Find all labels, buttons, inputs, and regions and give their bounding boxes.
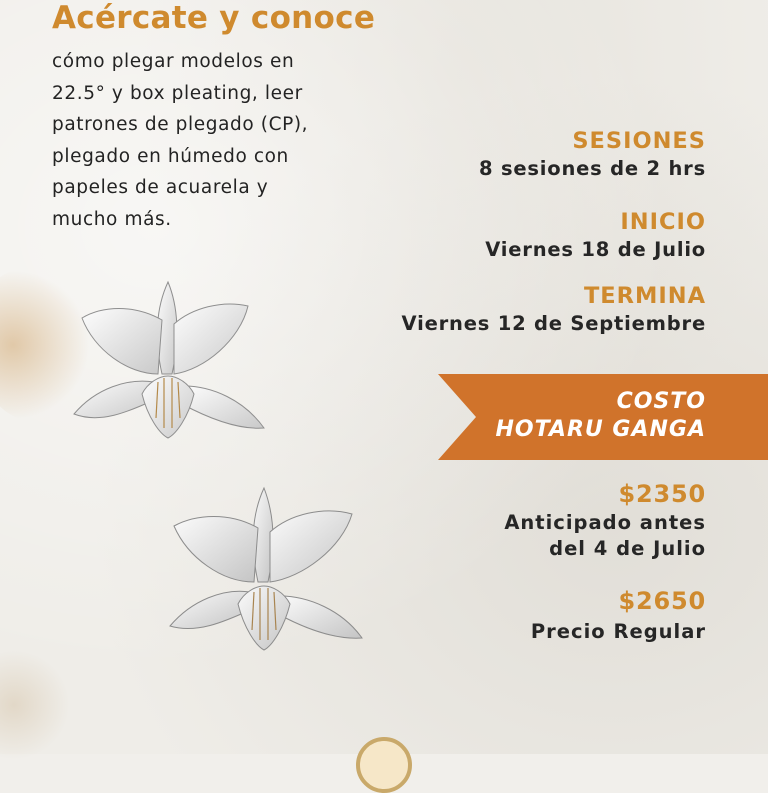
logo-badge: [356, 737, 412, 793]
description-line: plegado en húmedo con: [52, 145, 289, 167]
start-value: Viernes 18 de Julio: [485, 238, 706, 261]
regular-price-label: Precio Regular: [530, 620, 706, 643]
end-block: [402, 283, 706, 337]
cost-banner-text: [496, 388, 706, 444]
cost-banner-line2: HOTARU GANGA: [495, 417, 706, 442]
description-line: 22.5° y box pleating, leer: [52, 82, 303, 104]
early-price-block: [504, 480, 706, 562]
description-line: papeles de acuarela y: [52, 177, 269, 198]
description-line: cómo plegar modelos en: [52, 51, 295, 72]
headline: Acércate y conoce: [52, 0, 376, 36]
early-price-line2: del 4 de Julio: [549, 537, 706, 560]
regular-price-block: [531, 587, 706, 645]
end-label: TERMINA: [583, 283, 706, 309]
description-line: patrones de plegado (CP),: [52, 114, 309, 135]
start-block: [485, 209, 706, 263]
early-price-line1: Anticipado antes: [504, 511, 706, 534]
sessions-block: [479, 128, 706, 182]
origami-orchid-icon: [72, 278, 268, 448]
watercolor-stain-bottom: [0, 650, 70, 760]
description-line: mucho más.: [52, 208, 172, 230]
description: [52, 46, 372, 235]
early-price-amount: $2350: [618, 480, 706, 508]
end-value: Viernes 12 de Septiembre: [401, 312, 706, 335]
cost-banner-line1: COSTO: [616, 389, 706, 414]
regular-price-amount: $2650: [618, 587, 706, 615]
origami-orchid-icon: [168, 484, 364, 658]
sessions-value: 8 sesiones de 2 hrs: [478, 157, 706, 180]
start-label: INICIO: [620, 209, 706, 235]
sessions-label: SESIONES: [572, 128, 706, 154]
